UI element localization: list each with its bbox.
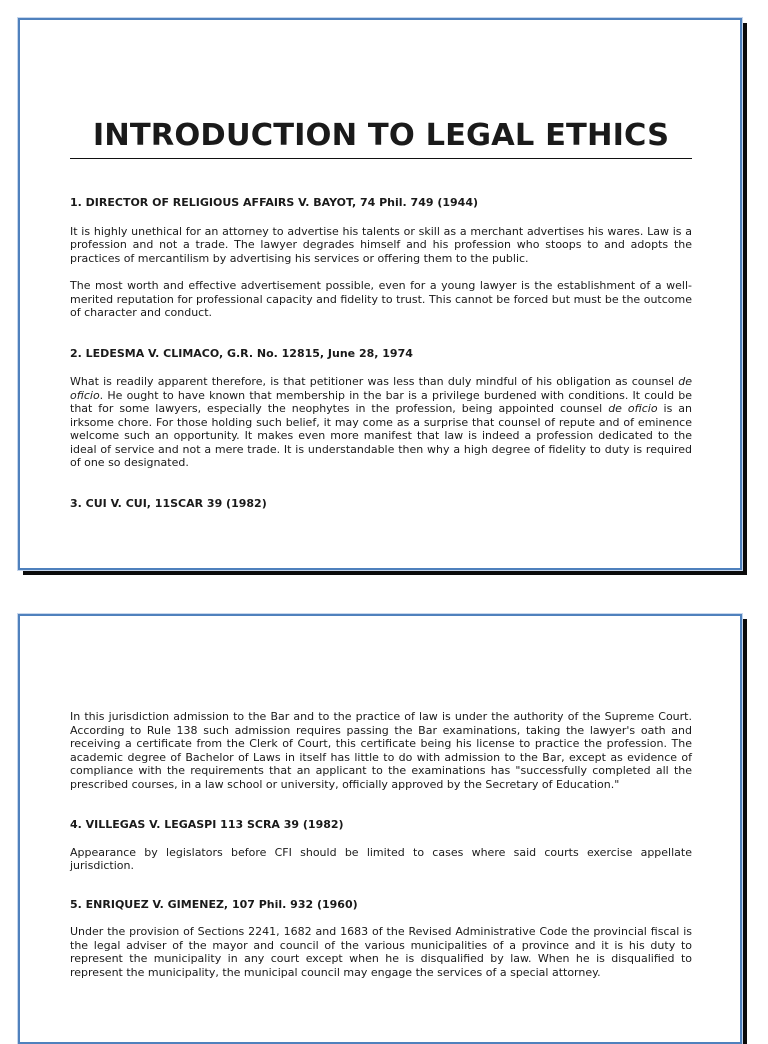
- case-2-heading: 2. LEDESMA V. CLIMACO, G.R. No. 12815, June 28, 1974: [70, 346, 413, 360]
- case-2-text-c: is an irksome chore. For those holding such belief, it may come as a surprise that counsel of repute and of eminence welcome such an opportunity. It makes even more manifest that law is indeed a profession dedicated to the ideal of service and not a mere trade. It is understandable then why a high degree of fidelity to duty is required of one so designated.: [70, 402, 692, 469]
- case-2-text-a: What is readily apparent therefore, is that petitioner was less than duly mindful of his obligation as counsel: [70, 375, 679, 388]
- case-3-paragraph-1: In this jurisdiction admission to the Bar and to the practice of law is under the authority of the Supreme Court. According to Rule 138 such admission requires passing the Bar examinations, taking the lawyer's oath and receiving a certificate from the Clerk of Court, this certificate being his license to practice the profession. The academic degree of Bachelor of Laws in itself has little to do with admission to the Bar, except as evidence of compliance with the requirements that an applicant to the examinations has "successfully completed all the prescribed courses, in a law school or university, officially approved by the Secretary of Education.": [70, 710, 692, 791]
- page-2-content: [70, 710, 692, 979]
- case-2-text-b: . He ought to have known that membership in the bar is a privilege burdened with conditions. It could be that for some lawyers, especially the neophytes in the profession, being appointed counsel: [70, 388, 692, 415]
- document-title: INTRODUCTION TO LEGAL ETHICS: [70, 116, 692, 159]
- case-2-paragraph-1: [70, 375, 692, 470]
- case-5-paragraph-1: Under the provision of Sections 2241, 1682 and 1683 of the Revised Administrative Code the provincial fiscal is the legal adviser of the mayor and council of the various municipalities of a province and it is his duty to represent the municipality in any court except when he is disqualified by law. When he is disqualified to represent the municipality, the municipal council may engage the services of a special attorney.: [70, 925, 692, 979]
- case-2-italic-2: de oficio: [608, 402, 658, 415]
- case-1-paragraph-1: It is highly unethical for an attorney to advertise his talents or skill as a merchant advertises his wares. Law is a profession and not a trade. The lawyer degrades himself and his profession who stoops to and adopts the practices of mercantilism by advertising his services or offering them to the public.: [70, 224, 692, 265]
- case-3-heading: 3. CUI V. CUI, 11SCAR 39 (1982): [70, 496, 267, 510]
- case-1-paragraph-2: The most worth and effective advertisement possible, even for a young lawyer is the establishment of a well-merited reputation for professional capacity and fidelity to trust. This cannot be forced but must be the outcome of character and conduct.: [70, 279, 692, 319]
- case-4-paragraph-1: Appearance by legislators before CFI should be limited to cases where said courts exercise appellate jurisdiction.: [70, 845, 692, 872]
- case-5-heading: 5. ENRIQUEZ V. GIMENEZ, 107 Phil. 932 (1960): [70, 897, 358, 911]
- document-page-1: [18, 18, 742, 570]
- case-4-heading: 4. VILLEGAS V. LEGASPI 113 SCRA 39 (1982): [70, 818, 344, 831]
- page-1-content: [70, 116, 692, 510]
- case-2-italic-1: de oficio: [70, 375, 692, 402]
- case-1-heading: 1. DIRECTOR OF RELIGIOUS AFFAIRS V. BAYOT, 74 Phil. 749 (1944): [70, 196, 478, 209]
- document-page-2: [18, 614, 742, 1044]
